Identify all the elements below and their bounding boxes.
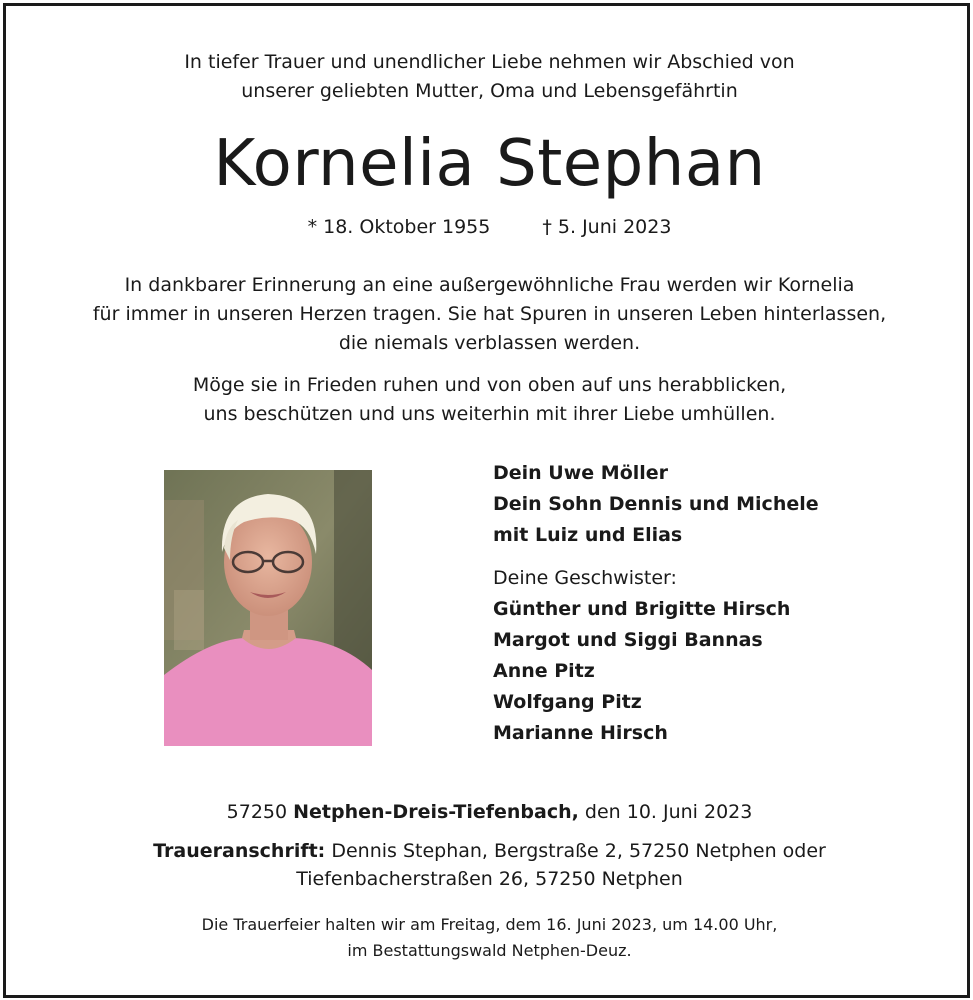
portrait-illustration	[164, 470, 372, 746]
sibling-item: Marianne Hirsch	[493, 722, 668, 744]
wish-line-1: Möge sie in Frieden ruhen und von oben auf uns herabblicken,	[192, 374, 787, 396]
memory-line-3: die niemals verblassen werden.	[338, 332, 641, 354]
wish-line-2: uns beschützen und uns weiterhin mit ihrer Liebe umhüllen.	[203, 403, 776, 425]
sibling-item: Margot und Siggi Bannas	[493, 629, 763, 651]
ceremony-line-1: Die Trauerfeier halten wir am Freitag, dem 16. Juni 2023, um 14.00 Uhr,	[201, 915, 778, 934]
address-line-1: Dennis Stephan, Bergstraße 2, 57250 Netphen oder	[331, 840, 826, 862]
memory-line-2: für immer in unseren Herzen tragen. Sie hat Spuren in unseren Leben hinterlassen,	[92, 303, 887, 325]
memory-line-1: In dankbarer Erinnerung an eine außergewöhnliche Frau werden wir Kornelia	[124, 274, 855, 296]
sibling-item: Günther und Brigitte Hirsch	[493, 598, 791, 620]
place-zip: 57250	[226, 801, 288, 823]
family-son: Dein Sohn Dennis und Michele	[493, 493, 819, 515]
deceased-name: Kornelia Stephan	[213, 127, 766, 201]
place-date: den 10. Juni 2023	[584, 801, 753, 823]
memory-text	[6, 271, 973, 358]
sibling-item: Wolfgang Pitz	[493, 691, 642, 713]
siblings-heading: Deine Geschwister:	[493, 567, 677, 589]
place-and-date	[6, 797, 973, 827]
obituary-frame	[3, 3, 970, 998]
intro-line-1: In tiefer Trauer und unendlicher Liebe nehmen wir Abschied von	[184, 51, 795, 73]
address-label: Traueranschrift:	[153, 840, 326, 862]
place-town: Netphen-Dreis-Tiefenbach,	[293, 801, 579, 823]
family-grandchildren: mit Luiz und Elias	[493, 524, 683, 546]
sibling-item: Anne Pitz	[493, 660, 595, 682]
mourning-address	[6, 837, 973, 893]
wish-text	[6, 371, 973, 429]
family-list	[493, 458, 819, 749]
birth-date: * 18. Oktober 1955	[307, 216, 491, 238]
ceremony-line-2: im Bestattungswald Netphen-Deuz.	[347, 941, 632, 960]
intro-line-2: unserer geliebten Mutter, Oma und Lebensgefährtin	[241, 80, 738, 102]
ceremony-note	[6, 912, 973, 964]
death-date: † 5. Juni 2023	[542, 216, 672, 238]
life-dates	[6, 213, 973, 241]
address-line-2: Tiefenbacherstraßen 26, 57250 Netphen	[296, 868, 683, 890]
intro-text	[6, 48, 973, 106]
family-partner: Dein Uwe Möller	[493, 462, 669, 484]
portrait-photo	[164, 470, 372, 746]
